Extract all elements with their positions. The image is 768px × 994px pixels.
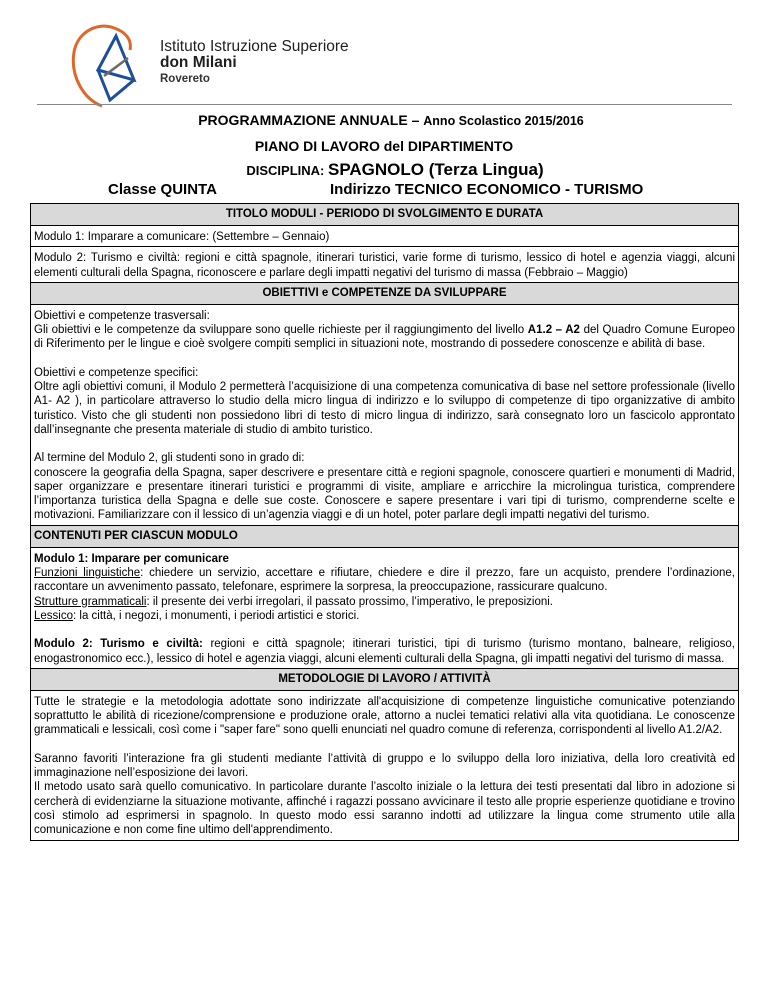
school-name: Istituto Istruzione Superiore	[160, 38, 349, 55]
logo-text	[160, 39, 349, 87]
discipline-title: DISCIPLINA: SPAGNOLO (Terza Lingua)	[246, 160, 544, 179]
plan-title: PIANO DI LAVORO del DIPARTIMENTO	[254, 138, 514, 154]
module2-row: Modulo 2: Turismo e civiltà: regioni e città spagnole, itinerari turistici, varie forme di turismo, lessico di hotel e agenzia viaggi, alcuni elementi culturali della Spagna, riconoscere e parlare degli impatti negativi del turismo di massa (Febbraio – Maggio)	[31, 247, 738, 283]
doc-title: PROGRAMMAZIONE ANNUALE – Anno Scolastico 2015/2016	[198, 112, 584, 128]
section-header-titolo: TITOLO MODULI - PERIODO DI SVOLGIMENTO E DURATA	[31, 204, 738, 226]
module1-row: Modulo 1: Imparare a comunicare: (Settembre – Gennaio)	[31, 226, 738, 247]
obiettivi-content: Obiettivi e competenze trasversali: Gli obiettivi e le competenze da sviluppare sono quelle richieste per il raggiungimento del livello A1.2 – A2 del Quadro Comune Europeo di Riferimento per le lingue e cioè svolgere compiti semplici in situazioni note, mostrando di possedere conoscenze e abilità di base. Obiettivi e competenze specifici: Oltre agli obiettivi comuni, il Modulo 2 permetterà l’acquisizione di una competenza comunicativa di base nel settore professionale (livello A1- A2 ), in particolare attraverso lo studio della micro lingua di indirizzo e lo sviluppo di competenze di tipo organizzative di ambito turistico. Visto che gli studenti non possiedono libri di testo di micro lingua di indirizzo, sarà consegnato loro un fascicolo approntato dall’insegnante che presenta materiale di studio di ambito turistico. Al termine del Modulo 2, gli studenti sono in grado di: conoscere la geografia della Spagna, saper descrivere e presentare città e regioni spagnole, conoscere quartieri e monumenti di Madrid, saper organizzare e presentare itinerari turistici e programmi di visite, ampliare e arricchire la microlingua turistica, comprendere l’importanza turistica della Spagna e delle sue coste. Conoscere e sapere presentare i vari tipi di turismo, comprenderne scelte e motivazioni. Familiarizzare con il lessico di un’agenzia viaggi e di un hotel, poter parlare degli impatti negativi del turismo.	[31, 305, 738, 526]
class-label: Classe QUINTA	[108, 181, 217, 198]
header-divider	[37, 104, 732, 105]
section-header-obiettivi: OBIETTIVI e COMPETENZE DA SVILUPPARE	[31, 283, 738, 305]
metodologie-content: Tutte le strategie e la metodologia adottate sono indirizzate all'acquisizione di competenze linguistiche comunicative potenziando soprattutto le abilità di ricezione/comprensione e produzione orale, attorno a nuclei tematici relativi alla vita quotidiana. Le conoscenze grammaticali e lessicali, così come i "saper fare" sono quelli enunciati nel quadro comune di referenza, corrispondenti al livello A1.2/A2. Saranno favoriti l’interazione fra gli studenti mediante l’attività di gruppo e lo sviluppo della loro iniziativa, della loro creatività ed immaginazione nell’esposizione dei lavori. Il metodo usato sarà quello comunicativo. In particolare durante l’ascolto iniziale o la lettura dei testi presentati dal libro in adozione si cercherà di evidenziarne la situazione motivante, affinché i ragazzi possano avvicinare il testo alle proprie esperienze quotidiane e trovino così stimolo ad esprimersi in spagnolo. In questo modo essi saranno indotti ad utilizzare la lingua come strumento utile alla comunicazione e non come fine ultimo dell'apprendimento.	[34, 695, 735, 837]
school-logo-icon	[70, 18, 162, 108]
school-subname: don Milani	[160, 54, 237, 71]
section-header-contenuti: CONTENUTI PER CIASCUN MODULO	[31, 526, 738, 548]
contenuti-content: Modulo 1: Imparare per comunicare Funzioni linguistiche: chiedere un servizio, accettare e rifiutare, chiedere e dire il prezzo, fare un acquisto, prendere l’ordinazione, raccontare un avvenimento passato, telefonare, esprimere la sorpresa, la preoccupazione, rassicurare qualcuno. Strutture grammaticali: il presente dei verbi irregolari, il passato prossimo, l’imperativo, le preposizioni. Lessico: la città, i negozi, i monumenti, i periodi artistici e storici. Modulo 2: Turismo e civiltà: regioni e città spagnole; itinerari turistici, tipi di turismo (turismo montano, balneare, religioso, enogastronomico ecc.), lessico di hotel e agenzia viaggi, alcuni elementi culturali della Spagna, gli impatti negativi del turismo di massa.	[31, 548, 738, 669]
address-label: Indirizzo TECNICO ECONOMICO - TURISMO	[330, 181, 644, 198]
section-header-metodologie: METODOLOGIE DI LAVORO / ATTIVITÀ	[31, 669, 738, 691]
program-table	[30, 203, 739, 841]
school-city: Rovereto	[160, 73, 210, 85]
